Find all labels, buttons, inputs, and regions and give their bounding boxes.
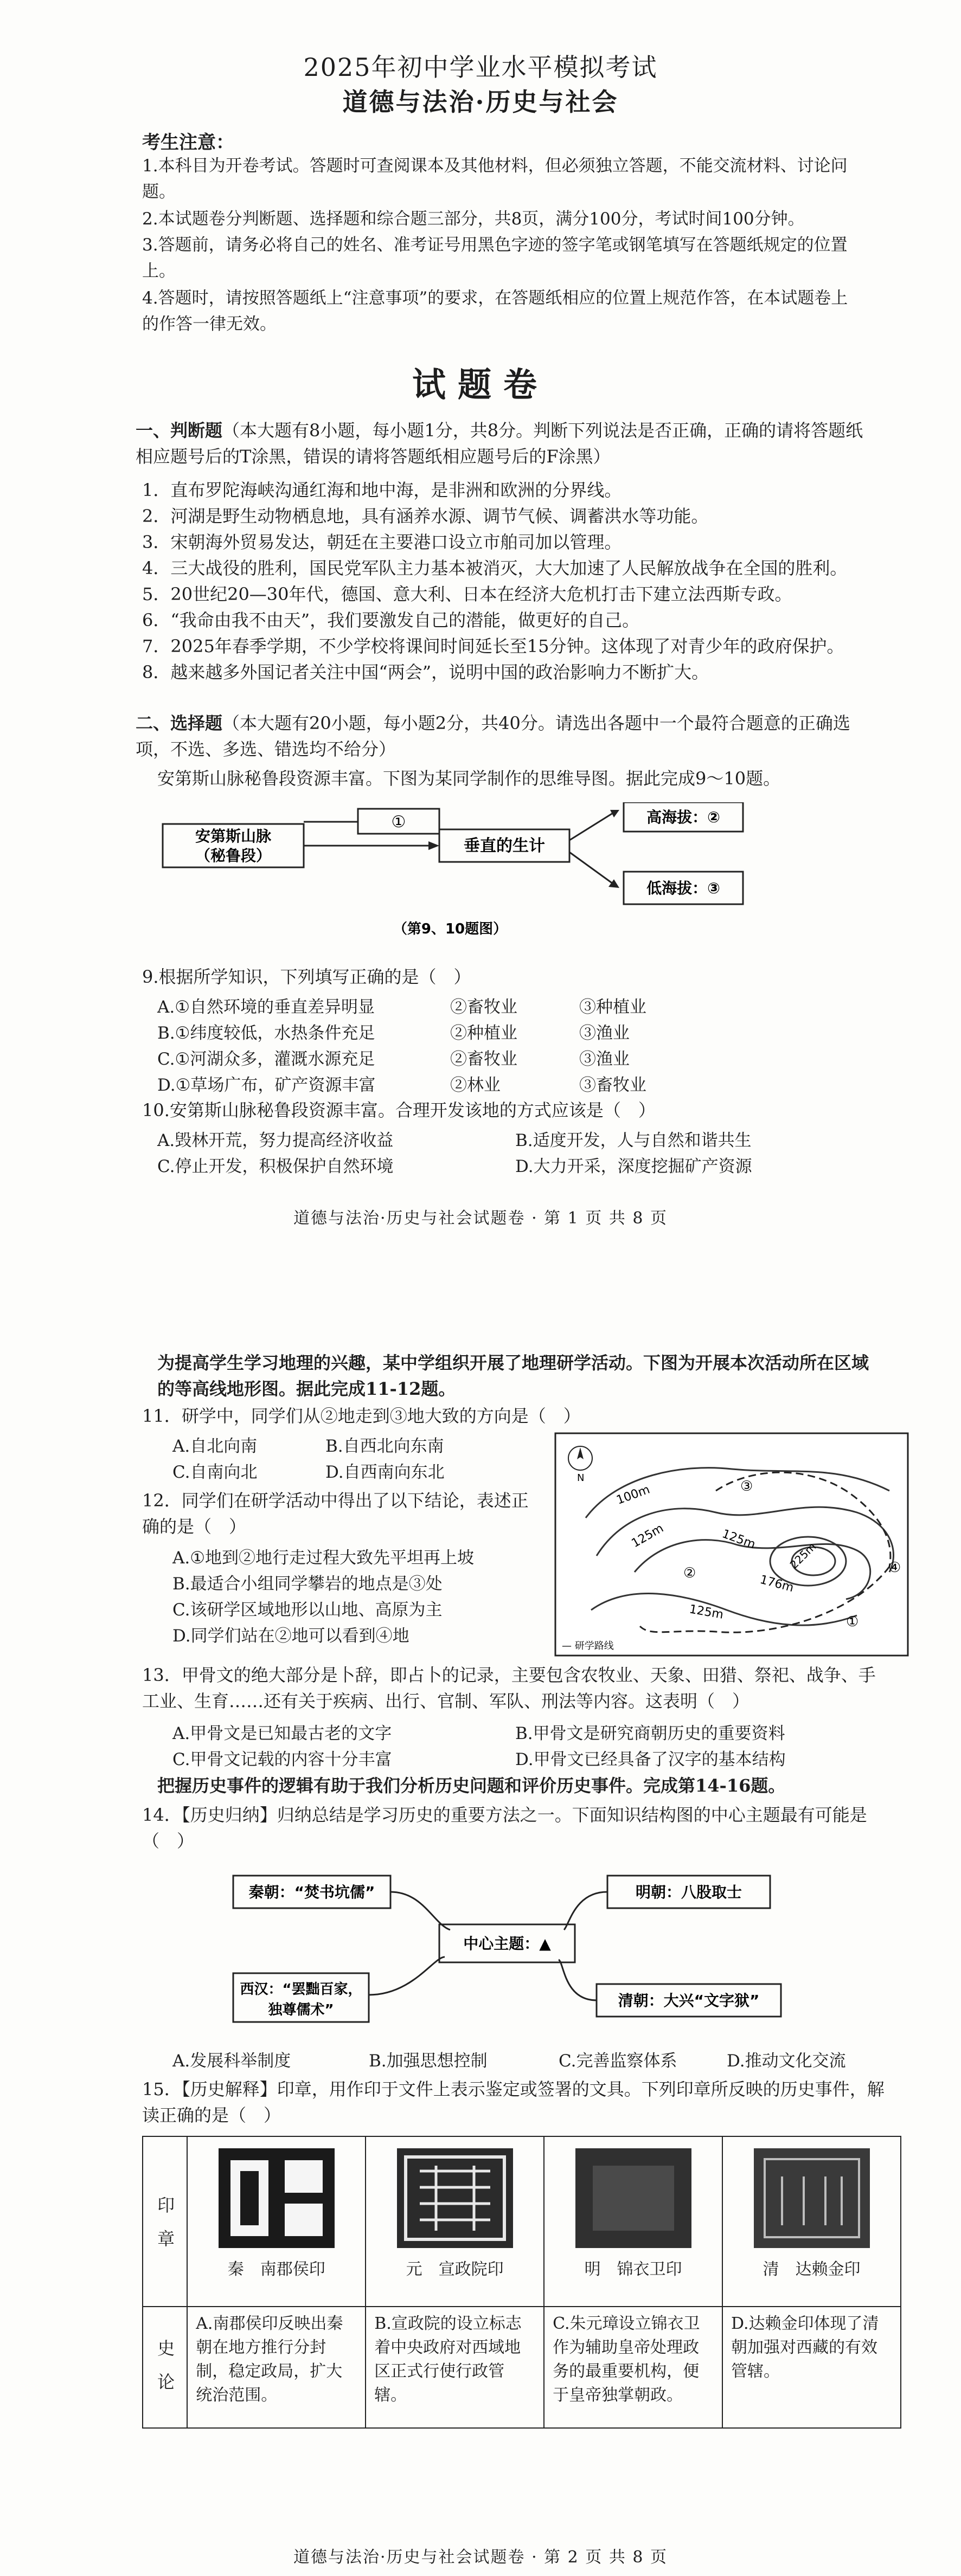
- part2-label: 二、选择题: [136, 713, 223, 733]
- q15-stamp-table: [142, 2136, 901, 2429]
- part1-instr-text: （本大题有8小题，每小题1分，共8分。判断下列说法是否正确，正确的请将答题纸相应题号后的T涂黑，错误的请将答题纸相应题号后的F涂黑）: [136, 420, 863, 467]
- north-label: N: [577, 1472, 585, 1484]
- explanation-b: B.宣政院的设立标志着中央政府对西域地区正式行使行政管辖。: [366, 2307, 544, 2428]
- q9-option-a-3: ③种植业: [579, 997, 646, 1017]
- notice-2: 2.本试题卷分判断题、选择题和综合题三部分，共8页，满分100分，考试时间100分钟。: [142, 209, 805, 229]
- caption-qin: 秦 南郡侯印: [227, 2260, 325, 2279]
- notice-1: 1.本科目为开卷考试。答题时可查阅课本及其他材料，但必须独立答题，不能交流材料、讨论问题。: [142, 156, 848, 202]
- q13-option-b: B.甲骨文是研究商朝历史的重要资料: [515, 1724, 785, 1743]
- mindmap-high-label: 高海拔：②: [646, 808, 720, 826]
- judgment-5: 5．20世纪20—30年代，德国、意大利、日本在经济大危机打击下建立法西斯专政。: [142, 584, 792, 604]
- q9-option-c: C.①河湖众多，灌溉水源充足: [157, 1049, 375, 1069]
- judgment-6: 6．“我命由我不由天”，我们要激发自己的潜能，做更好的自己。: [142, 610, 640, 630]
- notice-3: 3.答题前，请务必将自己的姓名、准考证号用黑色字迹的签字笔或钢笔填写在答题纸规定的位置上。: [142, 235, 848, 281]
- mindmap-diagram: [157, 802, 797, 938]
- stamp-cell-ming: [544, 2136, 722, 2307]
- q9-10-stem: 安第斯山脉秘鲁段资源丰富。下图为某同学制作的思维导图。据此完成9～10题。: [157, 768, 781, 789]
- row-label-stamp: 印章: [143, 2136, 187, 2307]
- caption-ming: 明 锦衣卫印: [584, 2260, 682, 2279]
- q12-option-d: D.同学们站在②地可以看到④地: [172, 1626, 409, 1646]
- q14-qin: 秦朝：“焚书坑儒”: [248, 1883, 375, 1901]
- q13-stem: 13．甲骨文的绝大部分是卜辞，即占卜的记录，主要包含农牧业、天象、田猎、祭祀、战争、手工业、生育……还有关于疾病、出行、官制、军队、刑法等内容。这表明（ ）: [142, 1665, 876, 1711]
- q9-option-d-3: ③畜牧业: [579, 1076, 646, 1095]
- q10-option-c: C.停止开发，积极保护自然环境: [157, 1157, 394, 1176]
- q11-option-b: B.自西北向东南: [325, 1437, 444, 1456]
- judgment-1: 1．直布罗陀海峡沟通红海和地中海，是非洲和欧洲的分界线。: [142, 480, 622, 500]
- part1-label: 一、判断题: [136, 420, 223, 441]
- q9-stem: 9.根据所学知识，下列填写正确的是（ ）: [142, 967, 471, 987]
- point-1: ①: [846, 1614, 859, 1630]
- label-176m: 176m: [758, 1573, 796, 1595]
- point-4: ④: [888, 1560, 901, 1576]
- part2-instructions: [136, 710, 868, 762]
- q14-option-d: D.推动文化交流: [727, 2051, 846, 2071]
- judgment-7: 7．2025年春季学期，不少学校将课间时间延长至15分钟。这体现了对青少年的政府保护。: [142, 636, 844, 656]
- mindmap-root-line2: （秘鲁段）: [195, 847, 272, 865]
- explanation-c: C.朱元璋设立锦衣卫作为辅助皇帝处理政务的最重要机构，便于皇帝独掌朝政。: [544, 2307, 722, 2428]
- page-1-footer: 道德与法治·历史与社会试题卷 · 第 1 页 共 8 页: [293, 1209, 668, 1228]
- q11-option-d: D.自西南向东北: [325, 1463, 445, 1482]
- q12-option-b: B.最适合小组同学攀岩的地点是③处: [172, 1574, 443, 1594]
- judgment-8: 8．越来越多外国记者关注中国“两会”，说明中国的政治影响力不断扩大。: [142, 662, 709, 682]
- label-100m: 100m: [614, 1483, 652, 1508]
- mindmap-root-line1: 安第斯山脉: [195, 827, 272, 845]
- notice-heading: 考生注意：: [142, 132, 234, 153]
- q9-option-b-2: ②种植业: [450, 1023, 517, 1043]
- notice-4: 4.答题时，请按照答题纸上“注意事项”的要求，在答题纸相应的位置上规范作答，在本试题卷上的作答一律无效。: [142, 288, 848, 334]
- mindmap-low-label: 低海拔：③: [646, 879, 720, 897]
- q14-ming: 明朝：八股取士: [635, 1883, 742, 1901]
- judgment-2: 2．河湖是野生动物栖息地，具有涵养水源、调节气候、调蓄洪水等功能。: [142, 506, 709, 526]
- q14-option-b: B.加强思想控制: [369, 2051, 488, 2071]
- q12-option-c: C.该研学区域地形以山地、高原为主: [172, 1600, 443, 1620]
- part2-instr-text: （本大题有20小题，每小题2分，共40分。请选出各题中一个最符合题意的正确选项，不选、多选、错选均不给分）: [136, 713, 850, 759]
- q14-option-a: A.发展科举制度: [172, 2051, 291, 2071]
- point-3: ③: [740, 1478, 753, 1495]
- q14-stem: 14．【历史归纳】归纳总结是学习历史的重要方法之一。下面知识结构图的中心主题最有可能是（ ）: [142, 1805, 867, 1851]
- q14-xihan-2: 独尊儒术”: [268, 2002, 334, 2018]
- stamp-image-qin: [214, 2144, 339, 2252]
- q10-option-b: B.适度开发，人与自然和谐共生: [515, 1131, 752, 1150]
- q9-option-a: A.①自然环境的垂直差异明显: [157, 997, 375, 1017]
- contour-map: [553, 1431, 911, 1659]
- q9-option-b: B.①纬度较低，水热条件充足: [157, 1023, 375, 1043]
- mindmap-box-1-label: ①: [391, 813, 406, 832]
- caption-yuan: 元 宣政院印: [406, 2260, 504, 2279]
- stamp-image-yuan: [393, 2144, 517, 2252]
- q14-16-note: 把握历史事件的逻辑有助于我们分析历史问题和评价历史事件。完成第14-16题。: [157, 1775, 786, 1796]
- q14-xihan-1: 西汉：“罢黜百家，: [240, 1981, 362, 1998]
- q15-stem: 15．【历史解释】印章，用作印于文件上表示鉴定或签署的文具。下列印章所反映的历史事件，解读正确的是（ ）: [142, 2079, 885, 2126]
- caption-qing: 清 达赖金印: [763, 2260, 861, 2279]
- q11-stem: 11．研学中，同学们从②地走到③地大致的方向是（ ）: [142, 1406, 581, 1426]
- stamp-image-qing: [749, 2144, 874, 2252]
- q9-option-d: D.①草场广布，矿产资源丰富: [157, 1076, 376, 1095]
- judgment-3: 3．宋朝海外贸易发达，朝廷在主要港口设立市舶司加以管理。: [142, 532, 622, 552]
- stamp-image-ming: [571, 2144, 696, 2252]
- exam-page-2: [0, 1258, 961, 2576]
- q10-option-d: D.大力开采，深度挖掘矿产资源: [515, 1157, 752, 1176]
- label-225m: 225m: [787, 1540, 819, 1572]
- row-label-history: 史论: [143, 2307, 187, 2428]
- q13-option-d: D.甲骨文已经具备了汉字的基本结构: [515, 1750, 786, 1769]
- explanation-d: D.达赖金印体现了清朝加强对西藏的有效管辖。: [722, 2307, 901, 2428]
- stamp-cell-qing: [722, 2136, 901, 2307]
- point-2: ②: [683, 1565, 696, 1581]
- q12-stem: 12．同学们在研学活动中得出了以下结论，表述正确的是（ ）: [142, 1490, 529, 1537]
- q9-option-b-3: ③渔业: [579, 1023, 630, 1043]
- q13-option-a: A.甲骨文是已知最古老的文字: [172, 1724, 392, 1743]
- q9-option-c-3: ③渔业: [579, 1049, 630, 1069]
- q14-structure-diagram: [217, 1865, 792, 2027]
- judgment-4: 4．三大战役的胜利，国民党军队主力基本被消灭，大大加速了人民解放战争在全国的胜利。: [142, 558, 848, 578]
- mindmap-middle-label: 垂直的生计: [464, 836, 545, 855]
- q9-option-a-2: ②畜牧业: [450, 997, 517, 1017]
- q12-option-a: A.①地到②地行走过程大致先平坦再上坡: [172, 1548, 475, 1568]
- label-125m-a: 125m: [629, 1521, 666, 1551]
- q9-option-c-2: ②畜牧业: [450, 1049, 517, 1069]
- q9-option-d-2: ②林业: [450, 1076, 501, 1095]
- label-125m-c: 125m: [688, 1602, 725, 1622]
- map-legend: — 研学路线: [562, 1640, 614, 1652]
- q10-stem: 10.安第斯山脉秘鲁段资源丰富。合理开发该地的方式应该是（ ）: [142, 1100, 656, 1120]
- label-125m-b: 125m: [720, 1527, 758, 1552]
- paper-heading: 试题卷: [412, 365, 549, 404]
- q14-qing: 清朝：大兴“文字狱”: [618, 1992, 760, 2010]
- stamp-cell-yuan: [366, 2136, 544, 2307]
- stamp-cell-qin: [187, 2136, 366, 2307]
- q10-option-a: A.毁林开荒，努力提高经济收益: [157, 1131, 394, 1150]
- exam-title: 2025年初中学业水平模拟考试: [303, 53, 658, 82]
- q11-option-a: A.自北向南: [172, 1437, 258, 1456]
- page-2-footer: 道德与法治·历史与社会试题卷 · 第 2 页 共 8 页: [293, 2548, 668, 2567]
- q11-option-c: C.自南向北: [172, 1463, 258, 1482]
- q11-12-intro: 为提高学生学习地理的兴趣，某中学组织开展了地理研学活动。下图为开展本次活动所在区域的等高线地形图。据此完成11-12题。: [157, 1353, 869, 1399]
- exam-subject: 道德与法治·历史与社会: [342, 87, 619, 117]
- explanation-a: A.南郡侯印反映出秦朝在地方推行分封制，稳定政局，扩大统治范围。: [187, 2307, 366, 2428]
- q14-center: 中心主题：▲: [463, 1935, 551, 1953]
- q13-option-c: C.甲骨文记载的内容十分丰富: [172, 1750, 392, 1769]
- mindmap-caption: （第9、10题图）: [393, 921, 508, 937]
- q14-option-c: C.完善监察体系: [559, 2051, 677, 2071]
- exam-page-1: [0, 0, 961, 1258]
- part1-instructions: [136, 417, 868, 469]
